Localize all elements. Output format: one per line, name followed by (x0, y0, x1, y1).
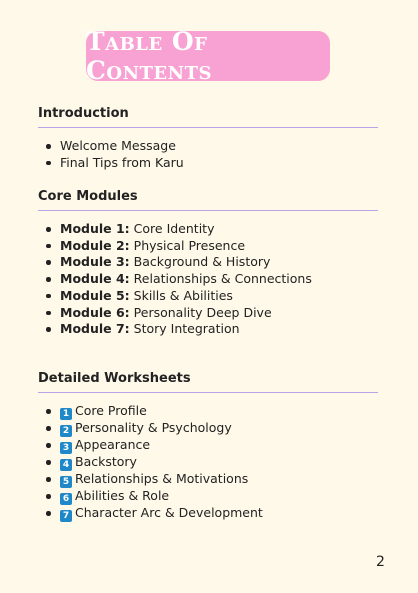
title-banner (86, 27, 330, 85)
list-item (38, 155, 378, 172)
section-heading: Introduction (38, 106, 378, 128)
number-badge-icon: 7 (60, 510, 72, 522)
module-label: Module 5: (60, 287, 130, 303)
section-introduction (38, 106, 378, 171)
item-text: Personality & Psychology (75, 420, 232, 435)
item-text: Welcome Message (60, 138, 176, 153)
list-item (38, 437, 378, 454)
section-core-modules (38, 189, 378, 338)
number-badge-icon: 6 (60, 493, 72, 505)
introduction-list (38, 138, 378, 171)
page-title: Table Of Contents (86, 27, 212, 85)
number-badge-icon: 5 (60, 476, 72, 488)
module-label: Module 3: (60, 254, 130, 270)
list-item (38, 288, 378, 305)
list-item (38, 403, 378, 420)
section-heading: Detailed Worksheets (38, 371, 378, 393)
page-number: 2 (376, 554, 385, 570)
item-text: Character Arc & Development (75, 505, 263, 520)
list-item (38, 321, 378, 338)
module-label: Module 2: (60, 237, 130, 253)
item-text: Background & History (129, 254, 271, 270)
item-text: Core Identity (129, 221, 215, 236)
list-item (38, 254, 378, 271)
worksheets-list (38, 403, 378, 522)
item-text: Final Tips from Karu (60, 154, 184, 170)
list-item (38, 454, 378, 471)
list-item (38, 271, 378, 288)
list-item (38, 138, 378, 155)
number-badge-icon: 2 (60, 425, 72, 437)
item-text: Story Integration (129, 321, 240, 337)
list-item (38, 221, 378, 238)
item-text: Physical Presence (129, 237, 246, 253)
section-detailed-worksheets (38, 371, 378, 522)
item-text: Skills & Abilities (129, 287, 233, 303)
item-text: Relationships & Connections (129, 271, 312, 287)
list-item (38, 471, 378, 488)
list-item (38, 305, 378, 322)
list-item (38, 238, 378, 255)
core-modules-list (38, 221, 378, 338)
module-label: Module 4: (60, 271, 130, 287)
item-text: Personality Deep Dive (129, 304, 272, 320)
number-badge-icon: 4 (60, 459, 72, 471)
item-text: Core Profile (75, 403, 147, 418)
item-text: Backstory (75, 454, 137, 469)
module-label: Module 1: (60, 221, 130, 236)
number-badge-icon: 3 (60, 442, 72, 454)
module-label: Module 6: (60, 304, 130, 320)
item-text: Abilities & Role (75, 488, 170, 503)
item-text: Appearance (75, 437, 151, 452)
section-heading: Core Modules (38, 189, 378, 211)
number-badge-icon: 1 (60, 408, 72, 420)
list-item (38, 488, 378, 505)
module-label: Module 7: (60, 321, 130, 337)
list-item (38, 505, 378, 522)
list-item (38, 420, 378, 437)
item-text: Relationships & Motivations (75, 471, 249, 486)
